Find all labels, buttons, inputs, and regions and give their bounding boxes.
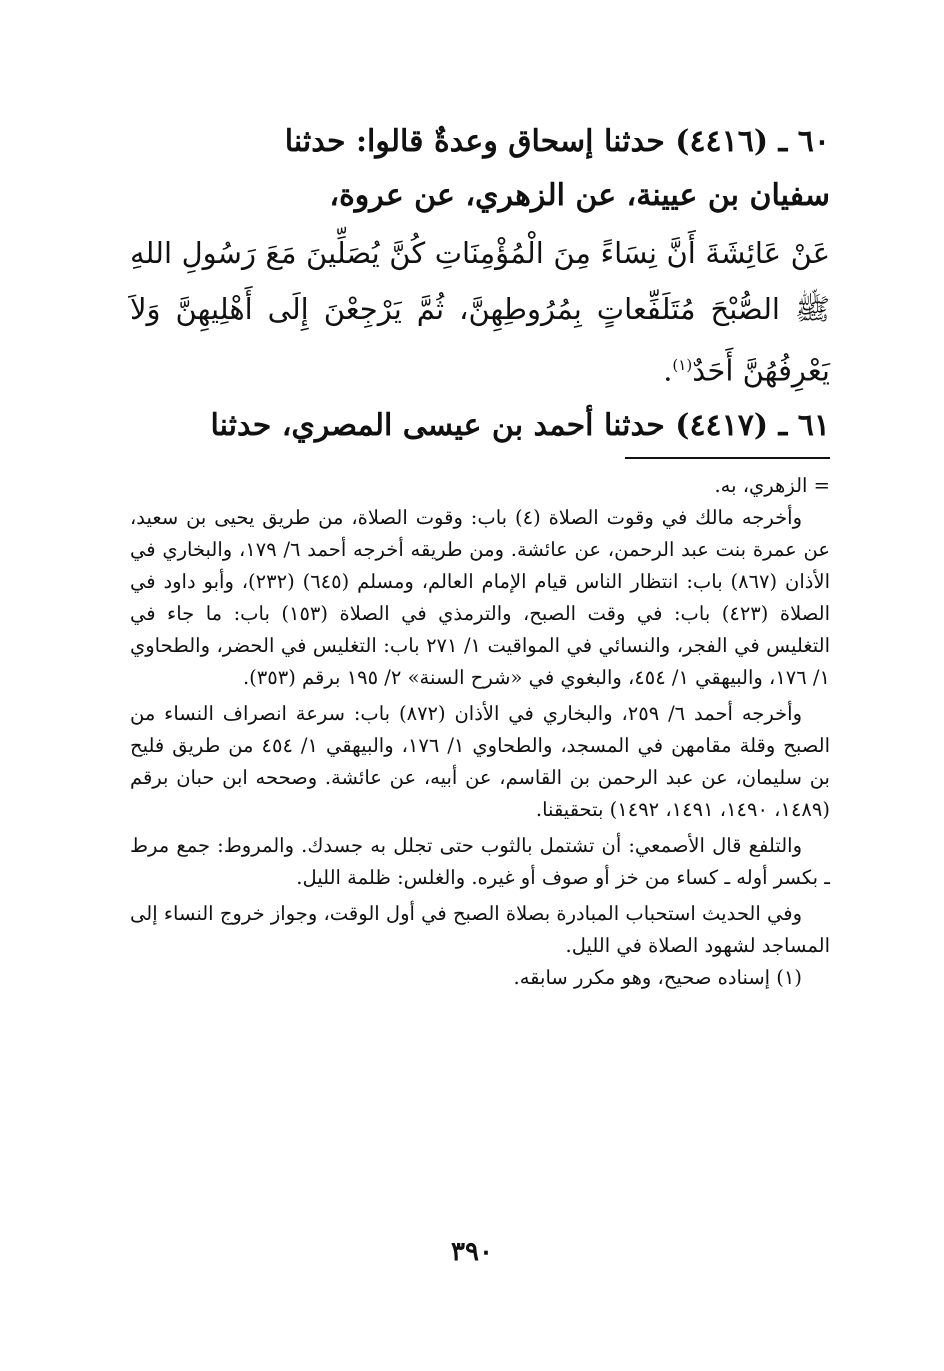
hadith-60-end: . (663, 353, 673, 388)
hadith-60-matn: عَنْ عَائِشَةَ أَنَّ نِسَاءً مِنَ الْمُؤْمِنَاتِ كُنَّ يُصَلِّينَ مَعَ رَسُولِ اللهِ ﷺ الصُّبْحَ مُتَلَفِّعاتٍ بِمُرُوطِهِنَّ، ثُمَّ يَرْجِعْنَ إِلَى أَهْلِيهِنَّ وَلاَ يَعْرِفُهُنَّ أَحَدٌ (130, 236, 830, 388)
footnote-paragraph: والتلفع قال الأصمعي: أن تشتمل بالثوب حتى تجلل به جسدك. والمروط: جمع مرط ـ بكسر أوله ـ كساء من خز أو صوف أو غيره. والغلس: ظلمة الليل. (130, 834, 830, 889)
footnotes (130, 470, 830, 994)
footnote-1: (١) إسناده صحيح، وهو مكرر سابقه. (513, 966, 802, 989)
footnote-paragraph: وأخرجه مالك في وقوت الصلاة (٤) باب: وقوت الصلاة، من طريق يحيى بن سعيد، عن عمرة بنت عبد الرحمن، عن عائشة. ومن طريقه أخرجه أحمد ٦/ ١٧٩، والبخاري في الأذان (٨٦٧) باب: انتظار الناس قيام الإمام العالم، ومسلم (٦٤٥) (٢٣٢)، وأبو داود في الصلاة (٤٢٣) باب: في وقت الصبح، والترمذي في الصلاة (١٥٣) باب: ما جاء في التغليس في الفجر، والنسائي في المواقيت ١/ ٢٧١ باب: التغليس في الحضر، والطحاوي ١/ ١٧٦، والبيهقي ١/ ٤٥٤، والبغوي في «شرح السنة» ٢/ ١٩٥ برقم (٣٥٣). (130, 506, 830, 689)
footnote-paragraph: وفي الحديث استحباب المبادرة بصلاة الصبح في أول الوقت، وجواز خروج النساء إلى المساجد لشهود الصلاة في الليل. (130, 902, 830, 957)
hadith-60-header: ٦٠ ـ (٤٤١٦) حدثنا إسحاق وعدةٌ قالوا: حدثنا (284, 124, 830, 159)
footnote-separator (625, 457, 830, 459)
hadith-61-header: ٦١ ـ (٤٤١٧) حدثنا أحمد بن عيسى المصري، حدثنا (210, 407, 830, 443)
footnote-paragraph: وأخرجه أحمد ٦/ ٢٥٩، والبخاري في الأذان (٨٧٢) باب: سرعة انصراف النساء من الصبح وقلة مقامهن في المسجد، والطحاوي ١/ ١٧٦، والبيهقي ١/ ٤٥٤ من طريق فليح بن سليمان، عن عبد الرحمن بن القاسم، عن أبيه، عن عائشة. وصححه ابن حبان برقم (١٤٨٩، ١٤٩٠، ١٤٩١، ١٤٩٢) بتحقيقنا. (130, 702, 830, 821)
main-text (130, 115, 830, 453)
hadith-60-chain: سفيان بن عيينة، عن الزهري، عن عروة، (329, 178, 830, 213)
hadith-60-text (130, 225, 830, 399)
footnote-continuation: = الزهري، به. (714, 474, 830, 497)
page-number: ٣٩٠ (451, 1237, 493, 1267)
hadith-61-isnad (130, 399, 830, 453)
hadith-60-isnad (130, 115, 830, 223)
footnote-marker-1: (١) (672, 356, 693, 374)
